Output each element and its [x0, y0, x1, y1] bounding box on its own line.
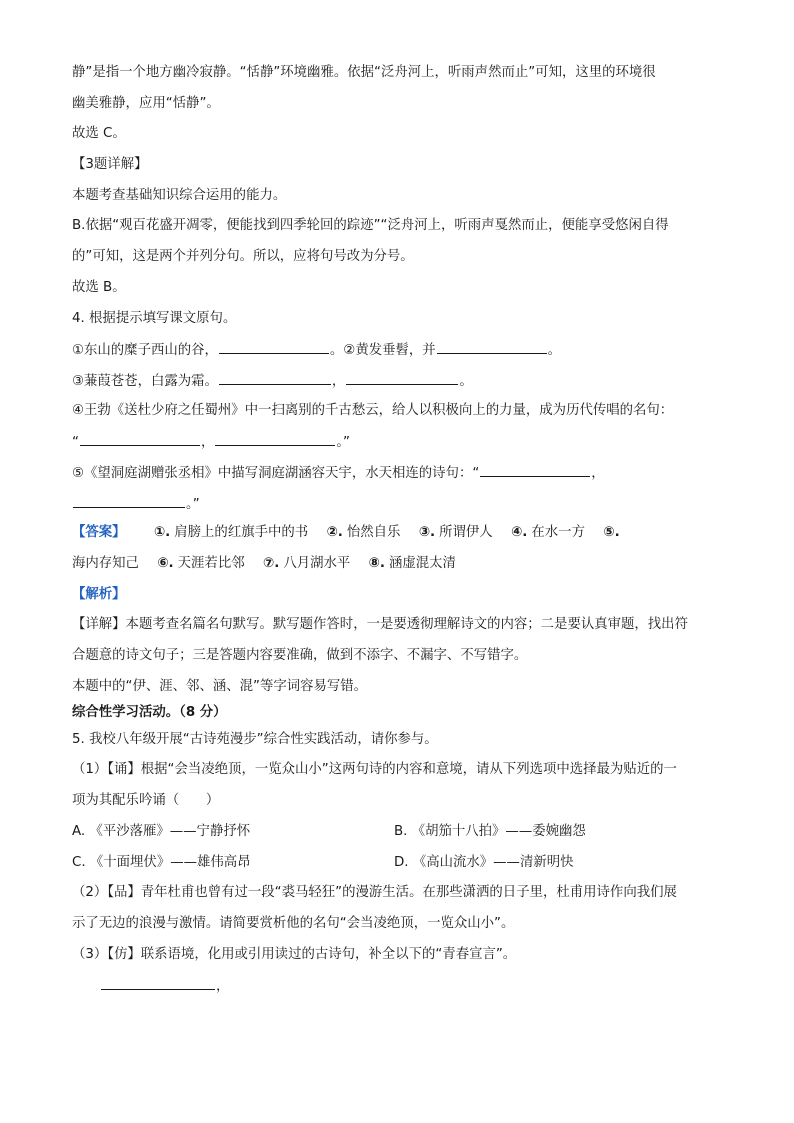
text-line: 故选 C。: [72, 126, 126, 142]
answer-blank: [437, 338, 547, 354]
analysis-detail: 合题意的诗文句子；三是答题内容要准确，做到不添字、不漏字、不写错字。: [72, 648, 528, 664]
question-4-title: 4. 根据提示填写课文原句。: [72, 310, 237, 326]
section-heading: 综合性学习活动。（8 分）: [72, 705, 227, 721]
text-line: 故选 B。: [72, 279, 126, 295]
q4-item-3: ③蒹葭苍苍，白露为霜。 ， 。: [72, 369, 724, 391]
answer-line-2: [72, 553, 724, 575]
text-line: 静”是指一个地方幽冷寂静。“恬静”环境幽雅。依据“泛舟河上，听雨声然而止”可知，这里的环境很: [72, 65, 656, 80]
answer-blank: [219, 369, 331, 385]
answer-item: ⑦. 八月湖水平: [262, 556, 351, 571]
q5-part-3: （3）【仿】联系语境，化用或引用读过的古诗句，补全以下的“青春宣言”。: [72, 946, 517, 962]
q5-options-row: [72, 852, 724, 874]
q4-item-1: ①东山的糜子西山的谷， 。②黄发垂髫，并 。: [72, 338, 724, 360]
answer-item-number: ⑤.: [603, 525, 620, 541]
answer-blank: [480, 461, 590, 477]
answer-item: 海内存知己: [72, 556, 139, 571]
answer-item: ①. 肩膀上的红旗手中的书: [153, 525, 309, 541]
q4-item-5-cont: 。”: [72, 492, 724, 514]
q5-part-2-cont: 示了无边的浪漫与激情。请简要赏析他的名句“会当凌绝顶，一览众山小”。: [72, 915, 515, 931]
text-line: 幽美雅静，应用“恬静”。: [72, 95, 220, 111]
answer-item: ⑧. 涵虚混太清: [368, 556, 456, 571]
option-b: B. 《胡笳十八拍》——委婉幽怨: [394, 823, 586, 839]
answer-item: ②. 怡然自乐: [326, 525, 401, 541]
analysis-tag: 【解析】: [72, 586, 126, 602]
question-5-title: 5. 我校八年级开展“古诗苑漫步”综合性实践活动，请你参与。: [72, 731, 438, 747]
analysis-detail: 本题中的“伊、涯、邻、涵、混”等字词容易写错。: [72, 678, 368, 694]
answer-blank: [73, 492, 185, 508]
text-line: B.依据“观百花盛开凋零，便能找到四季轮回的踪迹”“泛舟河上，听雨声戛然而止，便能享受悠闲自得: [72, 218, 669, 234]
option-a: A. 《平沙落雁》——宁静抒怀: [72, 823, 251, 839]
text-line: 本题考查基础知识综合运用的能力。: [72, 187, 287, 203]
text-line: 的”可知，这是两个并列分句。所以，应将句号改为分号。: [72, 249, 414, 265]
q5-options-row: [72, 821, 724, 843]
q5-part-1-cont: 项为其配乐吟诵（ ）: [72, 793, 220, 809]
q4-item-4-blanks: “ ， 。”: [72, 430, 724, 452]
q4-item-4: ④王勃《送杜少府之任蜀州》中一扫离别的千古愁云，给人以积极向上的力量，成为历代传唱的名句：: [72, 402, 674, 418]
answer-item: ③. 所谓伊人: [418, 525, 493, 541]
sub-question-heading: 【3题详解】: [72, 157, 148, 173]
option-d: D. 《高山流水》——清新明快: [394, 854, 574, 870]
answer-item: ④. 在水一方: [510, 525, 585, 541]
q5-part-1: （1）【诵】根据“会当凌绝顶，一览众山小”这两句诗的内容和意境，请从下列选项中选择最为贴近的一: [72, 762, 677, 778]
option-c: C. 《十面埋伏》——雄伟高昂: [72, 854, 251, 870]
answer-blank: [219, 338, 329, 354]
answer-blank: [215, 430, 335, 446]
document-body: [72, 62, 724, 1005]
answer-tag: 【答案】: [72, 525, 126, 541]
answer-blank: [346, 369, 458, 385]
analysis-detail: 【详解】本题考查名篇名句默写。默写题作答时，一是要透彻理解诗文的内容；二是要认真审题，找出符: [72, 617, 688, 633]
answer-blank: [101, 974, 215, 990]
q5-part-3-blank: ，: [72, 974, 724, 996]
q4-item-5: ⑤《望洞庭湖赠张丞相》中描写洞庭湖涵容天宇，水天相连的诗句：“ ，: [72, 461, 724, 483]
answer-item: ⑥. 天涯若比邻: [157, 556, 245, 571]
answer-line: [72, 522, 724, 544]
q5-part-2: （2）【品】青年杜甫也曾有过一段“裘马轻狂”的漫游生活。在那些潇洒的日子里，杜甫用诗作向我们展: [72, 885, 677, 901]
answer-blank: [80, 430, 200, 446]
